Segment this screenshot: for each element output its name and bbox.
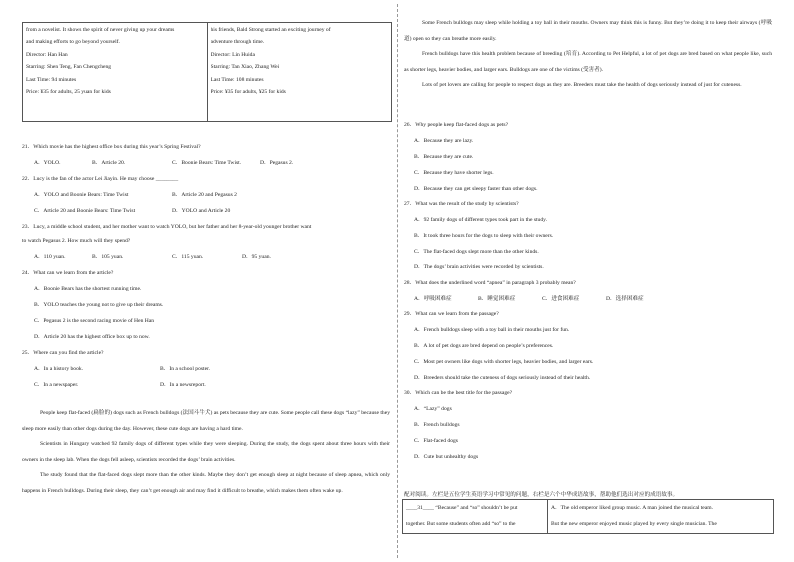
question-stem: 25．Where can you find the article?	[22, 350, 104, 356]
option[interactable]: C．Most pet owners like dogs with shorter legs, heavier bodies, and larger ears.	[414, 359, 594, 365]
option[interactable]: B．睡觉困难症	[478, 296, 516, 302]
matching-table	[402, 499, 774, 534]
story-line: But the new emperor enjoyed music played by every single musician. The	[551, 520, 717, 527]
column-divider	[397, 4, 398, 558]
option[interactable]: C．In a newspaper.	[34, 382, 79, 388]
option[interactable]: C．Flat-faced dogs	[414, 438, 458, 444]
option[interactable]: C．Boonie Bears: Time Twist.	[172, 160, 242, 166]
movie-cell-right	[207, 23, 392, 122]
option[interactable]: D．The dogs’ brain activities were recorded by scientists.	[414, 264, 544, 270]
option[interactable]: A．“Lazy” dogs	[414, 406, 452, 412]
option[interactable]: C．Because they have shorter legs.	[414, 170, 494, 176]
movie-line: Last Time: 108 minutes	[210, 76, 264, 83]
question-stem: 24．What can we learn from the article?	[22, 270, 114, 276]
option[interactable]: B．Because they are cute.	[414, 154, 474, 160]
paragraph: Scientists in Hungary watched 92 family dogs of different types while they were sleeping. During the study, the dogs spent about three hours with their owners in the sleep lab. When the dogs fell asleep, scientists recorded the dogs’ brain activities.	[22, 441, 390, 463]
option[interactable]: C．进食困难症	[542, 296, 580, 302]
option[interactable]: C．Article 20 and Boonie Bears: Time Twist	[34, 208, 136, 214]
problem-line: ____31____ “Because” and “so” shouldn’t be put	[406, 505, 518, 511]
option[interactable]: A．呼吸困难症	[414, 296, 452, 302]
option[interactable]: A．92 family dogs of different types took part in the study.	[414, 217, 547, 223]
question-stem-cont: to watch Pegasus 2. How much will they spend?	[22, 238, 131, 244]
option[interactable]: B．YOLO teaches the young not to give up their dreams.	[34, 302, 164, 308]
paragraph: People keep flat-faced (扁脸的) dogs such as French bulldogs (法国斗牛犬) as pets because they are cute. Some people call these dogs “lazy” because they sleep more easily than other dogs during the day. However, these cute dogs are having a hard time.	[22, 410, 390, 432]
reading-passage-right	[404, 16, 772, 94]
question-stem: 28．What does the underlined word “apnea” in paragraph 3 probably mean?	[404, 280, 576, 286]
option[interactable]: D．Because they can get sleepy faster than other dogs.	[414, 186, 538, 192]
movie-line: Price: ¥35 for adults, ¥25 for kids	[210, 88, 286, 95]
option[interactable]: A．110 yuan.	[34, 254, 66, 260]
option[interactable]: B．It took three hours for the dogs to sleep with their owners.	[414, 233, 554, 239]
movie-info-table	[22, 22, 392, 122]
option[interactable]: A．French bulldogs sleep with a toy ball in their mouths just for fun.	[414, 327, 570, 333]
option[interactable]: A．Boonie Bears has the shortest running time.	[34, 286, 142, 292]
problem-cell	[403, 500, 548, 534]
movie-line: from a novelist. It shows the spirit of never giving up your dreams	[26, 27, 175, 33]
option[interactable]: D．YOLO and Article 20	[172, 208, 231, 214]
movie-line: and making efforts to go beyond yourself.	[26, 39, 120, 46]
matching-instructions: 配对阅读。左栏是五位学生英语学习中常见的问题，右栏是六个中华成语故事，帮助他们选出对应的成语故事。	[404, 492, 679, 498]
option[interactable]: D．Breeders should take the cuteness of dogs seriously instead of their health.	[414, 375, 591, 381]
option[interactable]: B．Article 20 and Pegasus 2	[172, 192, 237, 198]
question-stem: 29．What can we learn from the passage?	[404, 311, 499, 317]
movie-line: adventure through time.	[210, 39, 265, 46]
option[interactable]: A．YOLO.	[34, 160, 61, 166]
movie-line: Last Time: 94 minutes	[26, 76, 77, 83]
question-stem: 21．Which movie has the highest office box during this year’s Spring Festival?	[22, 144, 201, 150]
question-stem: 22．Lucy is the fan of the actor Lei Jiayin. He may choose ________	[22, 176, 179, 182]
question-stem: 30．Which can be the best title for the passage?	[404, 390, 513, 396]
option[interactable]: D．选择困难症	[606, 296, 644, 302]
movie-line: Starring: Shen Teng, Fan Chengcheng	[26, 64, 112, 71]
movie-line: Starring: Tan Xiao, Zhang Wei	[210, 64, 280, 71]
option[interactable]: B．French bulldogs	[414, 422, 460, 428]
paragraph: French bulldogs have this health problem because of breeding (培育). According to Pet Helpful, a lot of pet dogs are bred based on what people like, such as shorter legs, heavier bodies, and larger ears. Bulldogs are one of the victims (受害者).	[404, 51, 772, 73]
option[interactable]: D．95 yuan.	[242, 254, 271, 260]
movie-cell-left	[23, 23, 208, 122]
option[interactable]: C．The flat-faced dogs slept more than the other kinds.	[414, 249, 539, 255]
option[interactable]: D．Cute but unhealthy dogs	[414, 454, 479, 460]
option[interactable]: A．Because they are lazy.	[414, 138, 474, 144]
story-line: A．The old emperor liked group music. A man joined the musical team.	[551, 505, 714, 511]
question-stem: 26．Why people keep flat-faced dogs as pets?	[404, 122, 509, 128]
option[interactable]: A．In a history book.	[34, 366, 84, 372]
movie-line: Director: Han Han	[26, 51, 68, 58]
option[interactable]: A．YOLO and Boonie Bears: Time Twist	[34, 192, 129, 198]
question-stem: 23．Lucy, a middle school student, and her mother want to watch YOLO, but her father and her 8-year-old younger brother want	[22, 224, 312, 230]
movie-line: Director: Lin Huida	[210, 51, 255, 58]
option[interactable]: B．Article 20.	[92, 160, 126, 166]
option[interactable]: D．In a newsreport.	[160, 382, 206, 388]
reading-passage-left	[22, 406, 390, 499]
option[interactable]: C．115 yuan.	[172, 254, 204, 260]
movie-line: his friends, Bald Strong started an exciting journey of	[210, 27, 331, 33]
option[interactable]: D．Article 20 has the highest office box up to now.	[34, 334, 150, 340]
option[interactable]: C．Pegasus 2 is the second racing movie of Hen Han	[34, 318, 155, 324]
story-cell	[548, 500, 774, 534]
paragraph: Lots of pet lovers are calling for people to respect dogs as they are. Breeders must take the health of dogs seriously instead of just for cuteness.	[422, 82, 742, 88]
question-stem: 27．What was the result of the study by scientists?	[404, 201, 519, 207]
option[interactable]: D．Pegasus 2.	[260, 160, 294, 166]
paragraph: The study found that the flat-faced dogs slept more than the other kinds. Maybe they don’t get enough sleep at night because of sleep apnea, which only happens in French bulldogs. During their sleep, they can’t get enough air and may find it difficult to breathe, which makes them often wake up.	[22, 472, 390, 494]
paragraph: Some French bulldogs may sleep while holding a toy ball in their mouths. Owners may think this is funny. But they’re doing it to keep their airways (呼吸道) open so they can breathe more easily.	[404, 20, 772, 42]
option[interactable]: B．A lot of pet dogs are bred depend on people’s preferences.	[414, 343, 554, 349]
option[interactable]: B．105 yuan.	[92, 254, 124, 260]
movie-line: Price: ¥35 for adults, 25 yuan for kids	[26, 88, 111, 95]
problem-line: together. But some students often add “so” to the	[406, 520, 516, 527]
option[interactable]: B．In a school poster.	[160, 366, 211, 372]
